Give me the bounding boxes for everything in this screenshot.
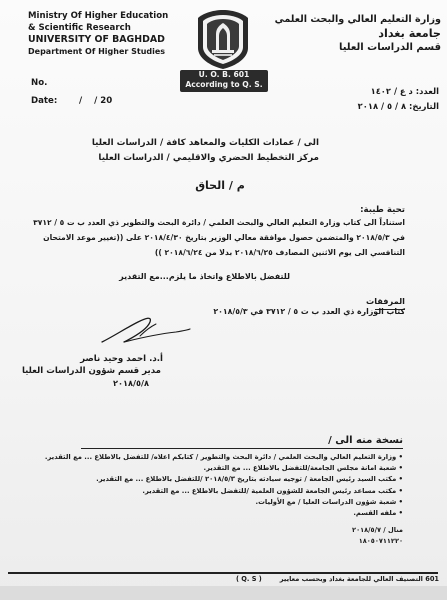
- arabic-header: [274, 13, 441, 55]
- en-department: Department Of Higher Studies: [28, 46, 166, 56]
- date-label: Date:: [31, 96, 58, 106]
- date-value: / / 20: [79, 96, 113, 106]
- signature-icon: [100, 312, 192, 348]
- ar-department: قسم الدراسات العليا: [338, 42, 441, 53]
- ar-date: التاريخ: ٨ / ٥ / ٢٠١٨: [357, 101, 439, 111]
- addressee-2: مركز التخطيط الحضري والاقليمي / الدراسات العليا: [98, 153, 319, 163]
- ar-university: جامعة بغداد: [378, 27, 441, 40]
- seal-line-2: According to Q. S.: [185, 80, 263, 89]
- cc-item-text: شعبة شؤون الدراسات العليا / مع الأوليات.: [255, 497, 397, 506]
- cc-item-text: مكتب مساعد رئيس الجامعة للشؤون العلمية /للتفضل بالاطلاع ... مع التقدير.: [142, 486, 397, 495]
- cc-ref-2: ١٨٠٥٠٧١١٢٢٠: [358, 537, 403, 545]
- cc-item-text: وزارة التعليم العالي والبحث العلمي / دائرة البحث والتطوير / كتابكم اعلاه/ للتفضل بالاطلاع ... مع التقدير.: [44, 453, 397, 461]
- cc-rule: [81, 448, 403, 449]
- page-bottom-strip: [0, 586, 447, 600]
- body-line-2: في ٢٠١٨/٥/٣ والمتضمن حصول موافقة معالي الوزير بتاريخ ٢٠١٨/٤/٣٠ على ((تغيير موعد الامتحان: [43, 233, 405, 242]
- footer-text: 601 التصنيف العالي للجامعة بغداد وبحسب معايير: [279, 575, 439, 583]
- cc-item: • شعبة امانة مجلس الجامعة/للتفضل بالاطلاع ... مع التقدير.: [203, 464, 403, 473]
- university-logo-icon: [194, 8, 252, 70]
- en-research: & Scientific Research: [28, 22, 131, 33]
- en-ministry: Ministry Of Higher Education: [28, 11, 169, 21]
- cc-item-text: ملفه القسم.: [353, 509, 397, 518]
- footer-rule: [8, 572, 438, 574]
- signatory-date: ٢٠١٨/٥/٨: [113, 378, 149, 388]
- addressee-1: الى / عمادات الكليات والمعاهد كافة / الدراسات العليا: [91, 138, 319, 148]
- body-closing: للتفضل بالاطلاع واتخاذ ما يلزم...مع التقدير: [119, 272, 290, 281]
- ar-ministry: وزارة التعليم العالي والبحث العلمي: [274, 14, 441, 25]
- ar-number: العدد: د ع / ١٤٠٢: [370, 86, 439, 96]
- cc-item: • وزارة التعليم العالي والبحث العلمي / دائرة البحث والتطوير / كتابكم اعلاه/ للتفضل بالاطلاع ... مع التقدير.: [44, 453, 403, 461]
- cc-item: • مكتب مساعد رئيس الجامعة للشؤون العلمية /للتفضل بالاطلاع ... مع التقدير.: [142, 486, 403, 495]
- subject-line: م / الحاق: [195, 179, 245, 192]
- body-line-3: التنافسي الى يوم الاثنين المصادف ٢٠١٨/٦/٢٥ بدلا من ٢٠١٨/٦/٢٤ )): [154, 248, 405, 257]
- cc-heading: نسخة منه الى /: [328, 435, 403, 446]
- seal-band: [180, 70, 268, 92]
- footer-qs: ( Q. S ): [236, 575, 262, 583]
- cc-ref-1: منال / ٢٠١٨/٥/٧: [352, 526, 403, 534]
- signatory-title: مدير قسم شؤون الدراسات العليا: [21, 366, 161, 376]
- cc-item: • شعبة شؤون الدراسات العليا / مع الأوليات.: [255, 497, 403, 506]
- no-label: No.: [31, 78, 48, 88]
- cc-item: • ملفه القسم.: [353, 509, 403, 518]
- signatory-name: أ.د. احمد وحيد ناصر: [80, 354, 163, 364]
- attachments-label: المرفقات: [365, 296, 405, 306]
- cc-item-text: شعبة امانة مجلس الجامعة/للتفضل بالاطلاع ... مع التقدير.: [203, 464, 397, 473]
- body-greeting: تحية طيبة:: [360, 205, 405, 215]
- cc-list: [43, 452, 403, 519]
- cc-item-text: مكتب السيد رئيس الجامعة / توجيه سيادته بتاريخ ٢٠١٨/٥/٣ /للتفضل بالاطلاع ... مع التقدير.: [96, 475, 397, 484]
- english-header: [28, 11, 168, 57]
- body-line-1: استناداً الى كتاب وزارة التعليم العالي والبحث العلمي / دائرة البحث والتطوير ذي العدد ب ت ٥ / ٣٧١٢: [33, 218, 405, 227]
- attachments-item: كتاب الوزارة ذي العدد ب ت ٥ / ٣٧١٢ في ٢٠١٨/٥/٣: [213, 307, 405, 316]
- seal-line-1: U. O. B. 601: [198, 70, 250, 79]
- en-university: UNIVERSITY OF BAGHDAD: [28, 34, 165, 45]
- cc-item: • مكتب السيد رئيس الجامعة / توجيه سيادته بتاريخ ٢٠١٨/٥/٣ /للتفضل بالاطلاع ... مع التقدير.: [96, 475, 403, 484]
